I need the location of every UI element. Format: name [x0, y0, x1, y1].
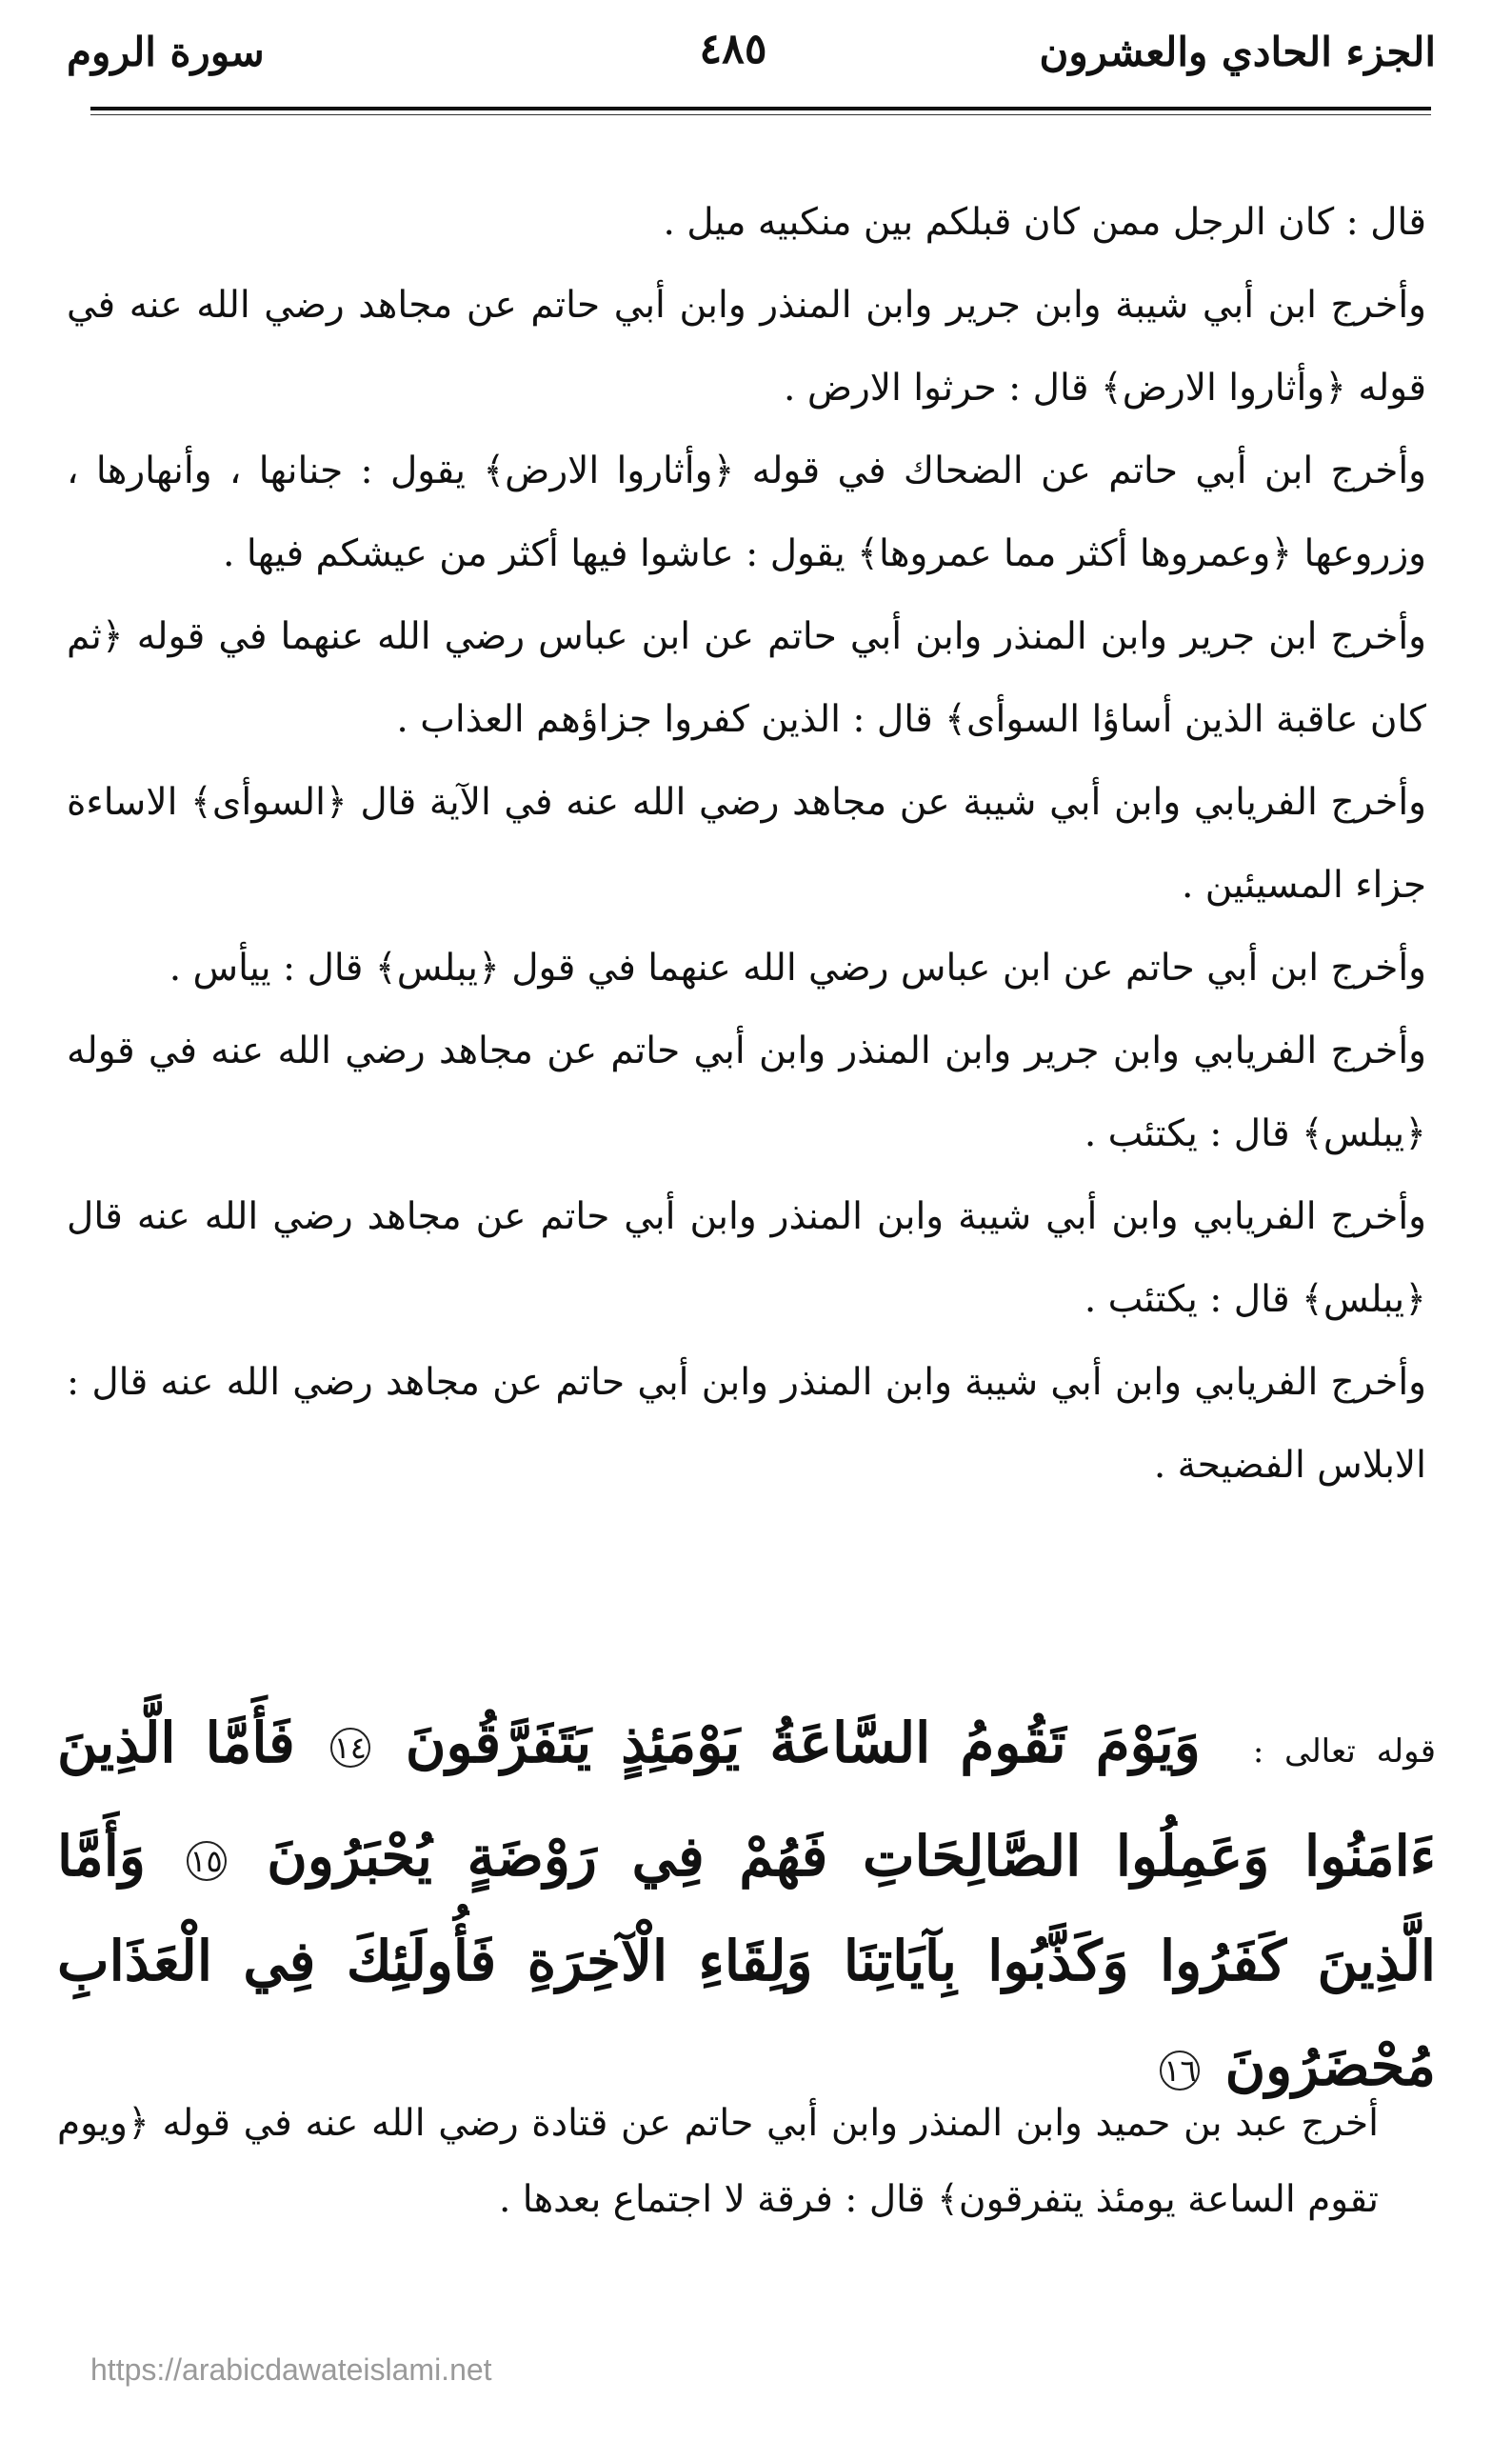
paragraph: وأخرج الفريابي وابن جرير وابن المنذر وابن أبي حاتم عن مجاهد رضي الله عنه في قوله ﴿يبلس﴾ قال : يكتئب . — [67, 1030, 1426, 1155]
watermark-url: https://arabicdawateislami.net — [90, 2352, 492, 2387]
header-rule — [90, 107, 1431, 110]
quran-intro: قوله تعالى : — [1252, 1732, 1436, 1771]
page-number: ٤٨٥ — [699, 25, 767, 73]
paragraph: وأخرج الفريابي وابن أبي شيبة عن مجاهد رضي الله عنه في الآية قال ﴿السوأى﴾ الاساءة جزاء المسيئين . — [67, 781, 1426, 907]
ayah-number-marker: ١٦ — [1160, 2051, 1200, 2091]
commentary-text — [67, 181, 1426, 1507]
paragraph: وأخرج ابن أبي حاتم عن ابن عباس رضي الله عنهما في قول ﴿يبلس﴾ قال : ييأس . — [169, 947, 1426, 990]
quran-verses — [57, 1691, 1436, 2118]
verse-text: وَيَوْمَ تَقُومُ السَّاعَةُ يَوْمَئِذٍ يَتَفَرَّقُونَ — [405, 1711, 1201, 1775]
paragraph: أخرج عبد بن حميد وابن المنذر وابن أبي حاتم عن قتادة رضي الله عنه في قوله ﴿ويوم تقوم الساعة يومئذ يتفرقون﴾ قال : فرقة لا اجتماع بعدها . — [57, 2102, 1379, 2221]
commentary-text-lower — [57, 2086, 1379, 2238]
verse-text: فَأَمَّا الَّذِينَ ءَامَنُوا وَعَمِلُوا الصَّالِحَاتِ فَهُمْ فِي رَوْضَةٍ يُحْبَرُونَ — [57, 1711, 1436, 1889]
paragraph: وأخرج ابن جرير وابن المنذر وابن أبي حاتم عن ابن عباس رضي الله عنهما في قوله ﴿ثم كان عاقبة الذين أساؤا السوأى﴾ قال : الذين كفروا جزاؤهم العذاب . — [67, 615, 1426, 741]
running-header-surah: سورة الروم — [67, 29, 265, 75]
paragraph: قال : كان الرجل ممن كان قبلكم بين منكبيه ميل . — [663, 201, 1426, 244]
ayah-number-marker: ١٥ — [187, 1841, 227, 1881]
paragraph: وأخرج ابن أبي حاتم عن الضحاك في قوله ﴿وأثاروا الارض﴾ يقول : جنانها ، وأنهارها ، وزروعها ﴿وعمروها أكثر مما عمروها﴾ يقول : عاشوا فيها أكثر من عيشكم فيها . — [67, 450, 1426, 575]
paragraph: وأخرج الفريابي وابن أبي شيبة وابن المنذر وابن أبي حاتم عن مجاهد رضي الله عنه قال ﴿يبلس﴾ قال : يكتئب . — [67, 1195, 1426, 1321]
running-header-part: الجزء الحادي والعشرون — [1039, 29, 1436, 75]
paragraph: وأخرج ابن أبي شيبة وابن جرير وابن المنذر وابن أبي حاتم عن مجاهد رضي الله عنه في قوله ﴿وأثاروا الارض﴾ قال : حرثوا الارض . — [67, 284, 1426, 410]
ayah-number-marker: ١٤ — [330, 1728, 370, 1768]
verse-text: وَأَمَّا الَّذِينَ كَفَرُوا وَكَذَّبُوا بِآيَاتِنَا وَلِقَاءِ الْآخِرَةِ فَأُولَئِكَ فِي الْعَذَابِ مُحْضَرُونَ — [57, 1824, 1436, 2098]
paragraph: وأخرج الفريابي وابن أبي شيبة وابن المنذر وابن أبي حاتم عن مجاهد رضي الله عنه قال : الابلاس الفضيحة . — [67, 1361, 1426, 1487]
header-rule-thin — [90, 114, 1431, 115]
